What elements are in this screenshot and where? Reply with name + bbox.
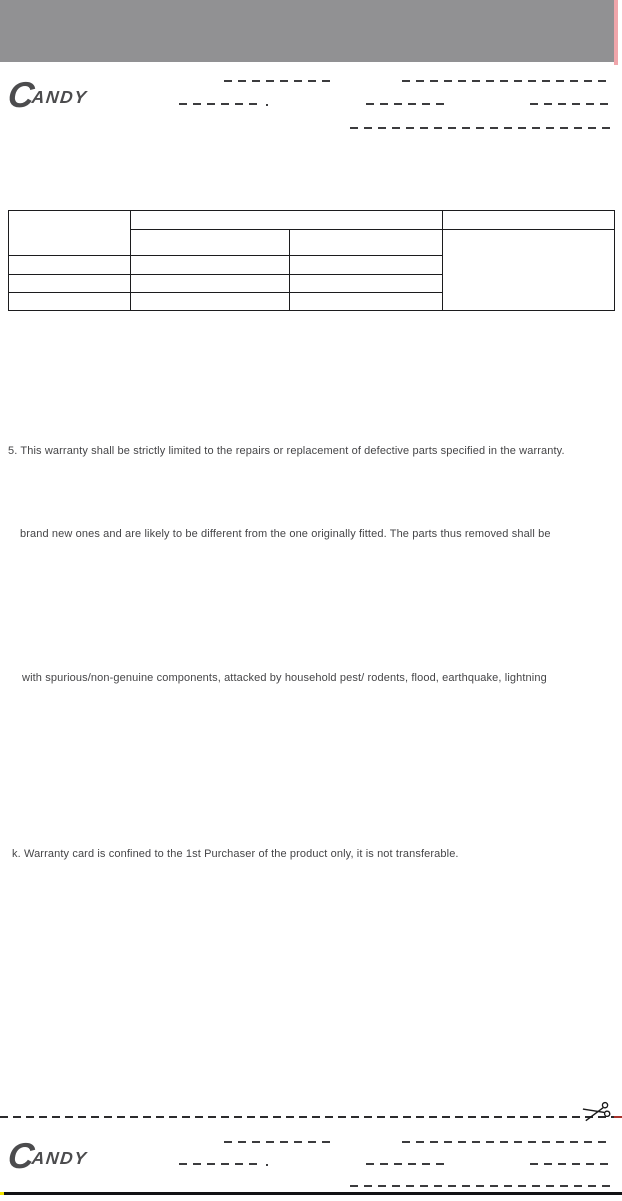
fill-in-line <box>224 80 336 82</box>
header-gray-bar <box>0 0 614 62</box>
fill-in-line <box>350 127 610 129</box>
fill-in-line <box>530 103 610 105</box>
table-cell-merged-header <box>131 211 443 230</box>
warranty-text-line-1: 5. This warranty shall be strictly limited to the repairs or replacement of defective parts specified in the warranty. <box>8 445 565 457</box>
bottom-rule-yellow-mark <box>0 1192 4 1195</box>
table-cell-col4-header <box>443 211 615 230</box>
fill-in-line <box>179 103 263 105</box>
table-cell <box>131 293 290 311</box>
table-cell <box>131 256 290 275</box>
logo-letter-c: C <box>6 1135 35 1176</box>
fill-in-line-dot <box>266 1164 268 1166</box>
logo-letters-andy: ANDY <box>30 87 89 107</box>
header-pink-edge-strip <box>614 0 618 65</box>
bottom-page-rule <box>0 1192 622 1195</box>
table-cell <box>9 293 131 311</box>
table-cell-col1-header <box>9 211 131 256</box>
fill-in-line-dot <box>266 104 268 106</box>
table-cell-col4-body <box>443 230 615 311</box>
cut-here-dashed-line <box>0 1116 622 1118</box>
warranty-text-line-3: with spurious/non-genuine components, attacked by household pest/ rodents, flood, earthquake, lightning <box>22 672 547 684</box>
fill-in-line <box>366 103 447 105</box>
table-cell <box>290 275 443 293</box>
table-cell <box>290 256 443 275</box>
table-cell <box>9 256 131 275</box>
table-cell-subheader <box>290 230 443 256</box>
cut-line-red-end-mark <box>614 1116 622 1118</box>
candy-logo <box>6 74 119 115</box>
warranty-table <box>8 210 615 311</box>
fill-in-line <box>366 1163 447 1165</box>
fill-in-line <box>179 1163 263 1165</box>
warranty-text-line-4: k. Warranty card is confined to the 1st Purchaser of the product only, it is not transferable. <box>12 848 459 860</box>
scissors-icon <box>579 1099 613 1126</box>
table-cell <box>131 275 290 293</box>
fill-in-line <box>402 1141 610 1143</box>
candy-logo-bottom <box>6 1135 119 1176</box>
fill-in-line <box>224 1141 336 1143</box>
logo-letters-andy: ANDY <box>30 1148 89 1168</box>
warranty-text-line-2: brand new ones and are likely to be different from the one originally fitted. The parts thus removed shall be <box>20 528 551 540</box>
fill-in-line <box>350 1185 610 1187</box>
table-cell <box>290 293 443 311</box>
fill-in-line <box>402 80 610 82</box>
table-cell-subheader <box>131 230 290 256</box>
logo-letter-c: C <box>6 74 35 115</box>
fill-in-line <box>530 1163 610 1165</box>
table-cell <box>9 275 131 293</box>
